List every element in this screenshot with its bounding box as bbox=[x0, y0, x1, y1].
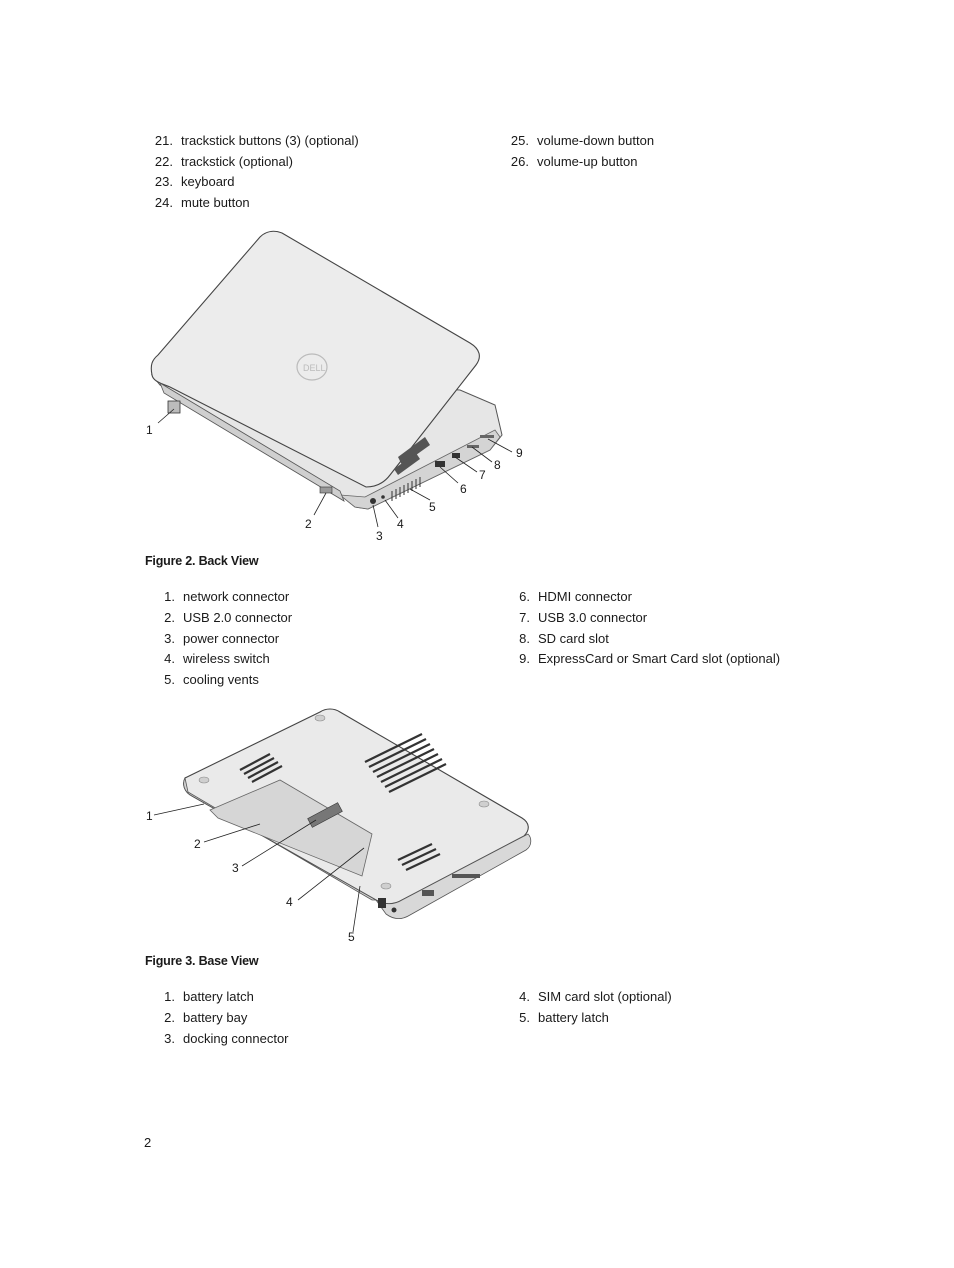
callout-1: 1 bbox=[146, 809, 153, 823]
figure-2-caption: Figure 2. Back View bbox=[145, 554, 259, 568]
callout-2: 2 bbox=[194, 837, 201, 851]
callout-3: 3 bbox=[376, 529, 383, 543]
callout-1: 1 bbox=[146, 423, 153, 437]
callout-2: 2 bbox=[305, 517, 312, 531]
callout-7: 7 bbox=[479, 468, 486, 482]
svg-text:DELL: DELL bbox=[303, 363, 326, 373]
base-view-illustration bbox=[140, 700, 540, 950]
callout-5: 5 bbox=[429, 500, 436, 514]
back-view-illustration bbox=[140, 225, 540, 545]
page-number: 2 bbox=[144, 1135, 152, 1150]
callout-4: 4 bbox=[397, 517, 404, 531]
callout-4: 4 bbox=[286, 895, 293, 909]
callout-9: 9 bbox=[516, 446, 523, 460]
figure-3-caption: Figure 3. Base View bbox=[145, 954, 259, 968]
callout-5: 5 bbox=[348, 930, 355, 944]
callout-8: 8 bbox=[494, 458, 501, 472]
callout-6: 6 bbox=[460, 482, 467, 496]
callout-3: 3 bbox=[232, 861, 239, 875]
